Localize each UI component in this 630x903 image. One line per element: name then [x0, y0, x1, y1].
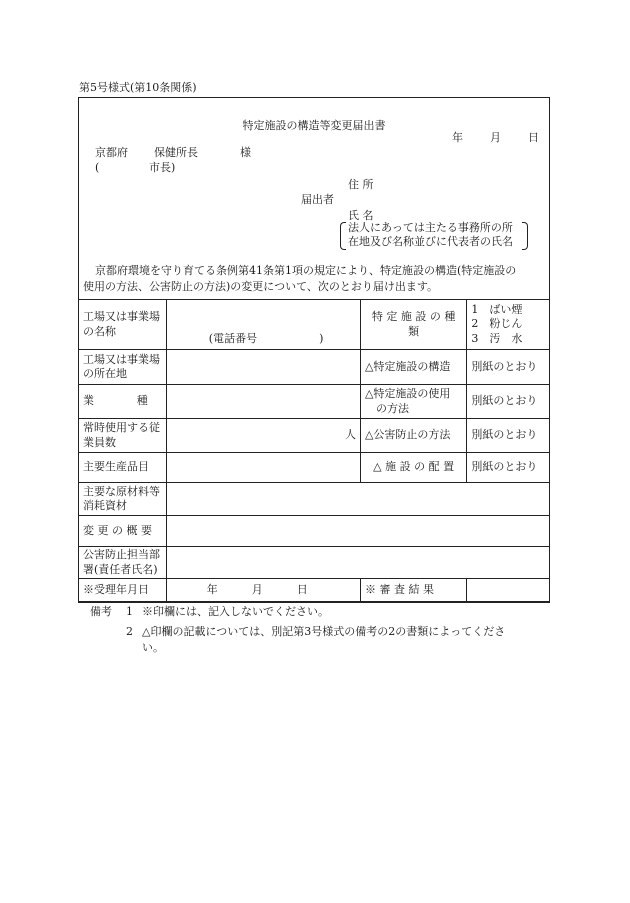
label-line: 消耗資材 — [83, 499, 127, 512]
notes-heading: 備考 — [90, 605, 112, 618]
date-month-label: 月 — [490, 131, 501, 144]
note-2-number: 2 — [126, 625, 133, 638]
facility-type-list[interactable] — [467, 300, 550, 350]
bracket-right — [522, 222, 528, 250]
facility-structure-label: △特定施設の構造 — [360, 350, 466, 385]
factory-location-field[interactable] — [166, 350, 360, 385]
pollution-prevention-value: 別紙のとおり — [467, 419, 550, 453]
corporation-note — [340, 221, 528, 249]
industry-label-a: 業 — [83, 394, 94, 408]
facility-layout-label: △ 施 設 の 配 置 — [360, 453, 466, 483]
facility-type-item: 3 汚 水 — [471, 331, 523, 345]
raw-materials-field[interactable] — [166, 483, 549, 516]
facility-structure-value: 別紙のとおり — [467, 350, 550, 385]
label-line: の方法 — [375, 401, 409, 415]
addressee-paren-open: ( — [95, 161, 100, 174]
pollution-prevention-label: △公害防止の方法 — [360, 419, 466, 453]
facility-type-item: 2 粉じん — [471, 317, 523, 331]
addressee-honorific: 様 — [240, 146, 251, 159]
bracket-left — [340, 222, 346, 250]
body-text-line1: 京都府環境を守り育てる条例第41条第1項の規定により、特定施設の構造(特定施設の — [95, 264, 517, 277]
addressee-health-center-chief: 保健所長 — [154, 146, 198, 159]
date-year-label: 年 — [452, 131, 463, 144]
table-row — [79, 300, 550, 350]
employees-label — [79, 419, 167, 453]
addressee-mayor: 市長) — [149, 161, 176, 174]
applicant-address-label: 住 所 — [348, 178, 374, 191]
label-line: 常時使用する従 — [83, 421, 160, 435]
body-text-line2: 使用の方法、公害防止の方法)の変更について、次のとおり届け出ます。 — [83, 280, 438, 293]
review-result-label: ※ 審 査 結 果 — [360, 579, 466, 603]
main-products-label: 主要生産品目 — [79, 453, 167, 483]
form-table — [78, 299, 550, 603]
label-line: 公害防止担当部 — [83, 548, 160, 562]
note-1-number: 1 — [126, 605, 133, 618]
factory-name-field[interactable] — [166, 300, 360, 350]
receipt-year: 年 — [206, 583, 218, 597]
pollution-manager-field[interactable] — [166, 547, 549, 579]
label-line: 工場又は事業場 — [83, 352, 160, 366]
receipt-date-field[interactable] — [166, 579, 360, 603]
pollution-manager-label — [79, 547, 167, 579]
corporation-note-line2: 在地及び名称並びに代表者の氏名 — [348, 235, 513, 248]
label-line: 業員数 — [83, 435, 116, 449]
employees-unit: 人 — [344, 428, 356, 442]
label-line: 署(責任者氏名) — [83, 562, 158, 576]
raw-materials-label — [79, 483, 167, 516]
label-line: 工場又は事業場 — [83, 310, 160, 324]
employees-field[interactable] — [166, 419, 360, 453]
table-row — [79, 547, 550, 579]
table-row — [79, 385, 550, 419]
document-title: 特定施設の構造等変更届出書 — [242, 119, 386, 132]
change-summary-label: 変 更 の 概 要 — [79, 516, 167, 547]
usage-method-value: 別紙のとおり — [467, 385, 550, 419]
usage-method-label — [360, 385, 466, 419]
industry-label-b: 種 — [136, 394, 148, 408]
form-number-label: 第5号様式(第10条関係) — [79, 81, 197, 94]
table-row — [79, 579, 550, 603]
label-line: の所在地 — [83, 367, 127, 380]
facility-type-item: 1 ばい煙 — [471, 303, 523, 317]
main-products-field[interactable] — [166, 453, 360, 483]
label-line: 主要な原材料等 — [83, 484, 160, 498]
note-2-text-line1: △印欄の記載については、別記第3号様式の備考の2の書類によってくださ — [142, 625, 506, 638]
table-row — [79, 516, 550, 547]
receipt-day: 日 — [296, 583, 308, 597]
phone-close: ) — [319, 331, 324, 345]
table-row — [79, 419, 550, 453]
phone-label: (電話番号 — [208, 331, 258, 345]
industry-field[interactable] — [166, 385, 360, 419]
table-row — [79, 453, 550, 483]
factory-location-label — [79, 350, 167, 385]
industry-label — [79, 385, 167, 419]
facility-type-label: 特 定 施 設 の 種 類 — [360, 300, 466, 350]
corporation-note-line1: 法人にあっては主たる事務所の所 — [348, 221, 513, 234]
date-day-label: 日 — [528, 131, 539, 144]
label-line: の名称 — [83, 324, 116, 338]
applicant-name-label: 氏 名 — [348, 209, 374, 222]
applicant-label: 届出者 — [301, 193, 334, 206]
table-row — [79, 483, 550, 516]
factory-name-label — [79, 300, 167, 350]
label-line: △特定施設の使用 — [364, 387, 451, 401]
review-result-field[interactable] — [467, 579, 550, 603]
change-summary-field[interactable] — [166, 516, 549, 547]
note-1-text: ※印欄には、記入しないでください。 — [142, 605, 329, 618]
receipt-date-label: ※受理年月日 — [79, 579, 167, 603]
note-2-text-line2: い。 — [142, 641, 164, 654]
table-row — [79, 350, 550, 385]
receipt-month: 月 — [251, 583, 263, 597]
facility-layout-value: 別紙のとおり — [467, 453, 550, 483]
addressee-prefecture: 京都府 — [95, 146, 128, 159]
